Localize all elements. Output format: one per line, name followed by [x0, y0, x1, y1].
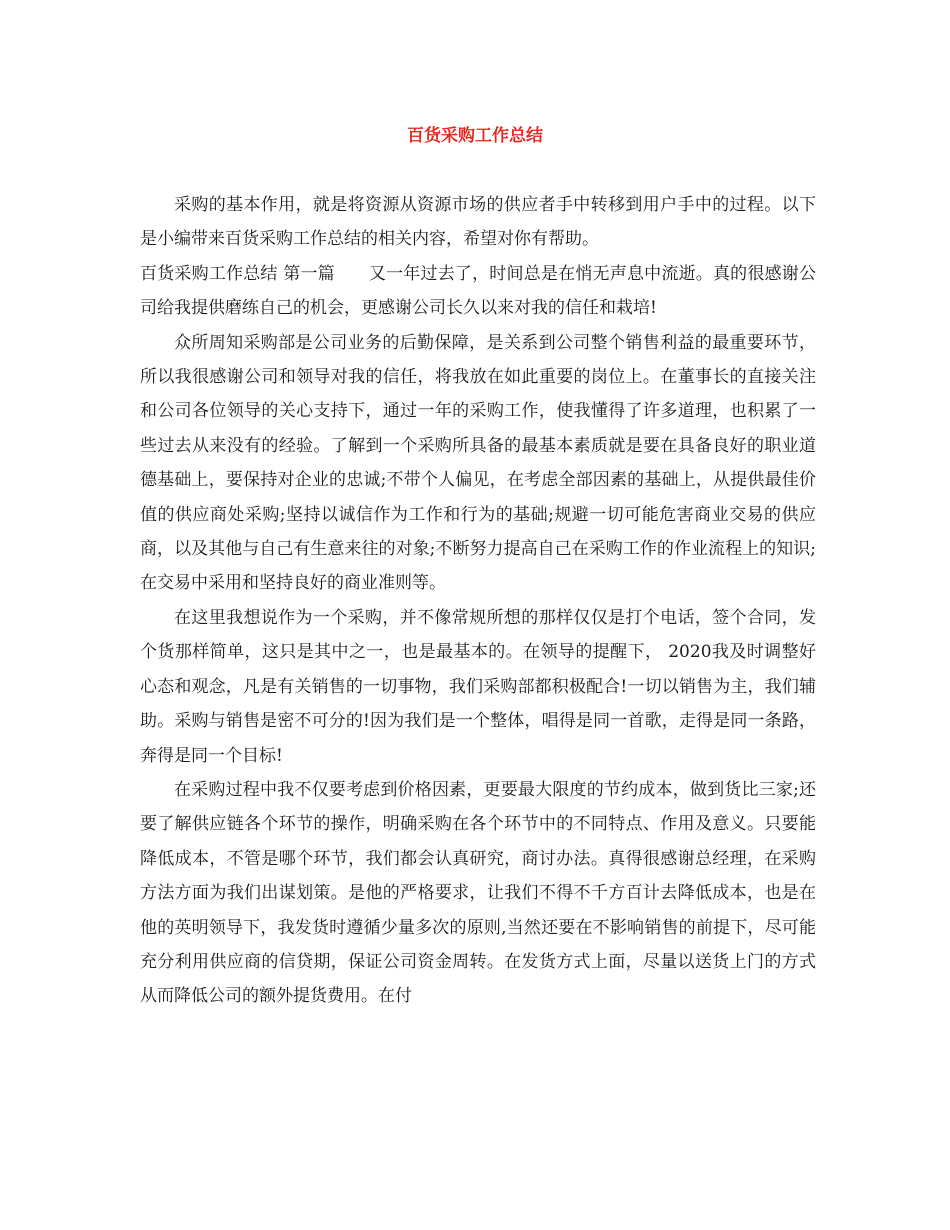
- section-opening-text: 又一年过去了，时间总是在悄无声息中流逝。真的很感谢公司给我提供磨练自己的机会，更感谢公司长久以来对我的信任和栽培!: [140, 263, 817, 319]
- document-title: 百货采购工作总结: [407, 126, 543, 146]
- section-heading: 百货采购工作总结 第一篇: [140, 263, 335, 284]
- document-body: [140, 188, 816, 1014]
- section-first-paragraph: [140, 257, 816, 326]
- intro-paragraph: 采购的基本作用，就是将资源从资源市场的供应者手中转移到用户手中的过程。以下是小编带来百货采购工作总结的相关内容，希望对你有帮助。: [140, 195, 816, 250]
- body-paragraph: 在采购过程中我不仅要考虑到价格因素，更要最大限度的节约成本，做到货比三家;还要了解供应链各个环节的操作，明确采购在各个环节中的不同特点、作用及意义。只要能降低成本，不管是哪个环节，我们都会认真研究，商讨办法。真得很感谢总经理，在采购方法方面为我们出谋划策。是他的严格要求，让我们不得不千方百计去降低成本，也是在他的英明领导下，我发货时遵循少量多次的原则,当然还要在不影响销售的前提下，尽可能充分利用供应商的信贷期，保证公司资金周转。在发货方式上面，尽量以送货上门的方式从而降低公司的额外提货费用。在付: [140, 779, 816, 1007]
- body-paragraph: 众所周知采购部是公司业务的后勤保障，是关系到公司整个销售利益的最重要环节，所以我很感谢公司和领导对我的信任，将我放在如此重要的岗位上。在董事长的直接关注和公司各位领导的关心支持下，通过一年的采购工作，使我懂得了许多道理，也积累了一些过去从来没有的经验。了解到一个采购所具备的最基本素质就是要在具备良好的职业道德基础上，要保持对企业的忠诚;不带个人偏见，在考虑全部因素的基础上，从提供最佳价值的供应商处采购;坚持以诚信作为工作和行为的基础;规避一切可能危害商业交易的供应商，以及其他与自己有生意来往的对象;不断努力提高自己在采购工作的作业流程上的知识;在交易中采用和坚持良好的商业准则等。: [140, 332, 816, 594]
- body-paragraph: 在这里我想说作为一个采购，并不像常规所想的那样仅仅是打个电话，签个合同，发个货那样简单，这只是其中之一，也是最基本的。在领导的提醒下， 2020我及时调整好心态和观念，凡是有关销售的一切事物，我们采购部都积极配合!一切以销售为主，我们辅助。采购与销售是密不可分的!因为我们是一个整体，唱得是同一首歌，走得是同一条路，奔得是同一个目标!: [140, 607, 816, 766]
